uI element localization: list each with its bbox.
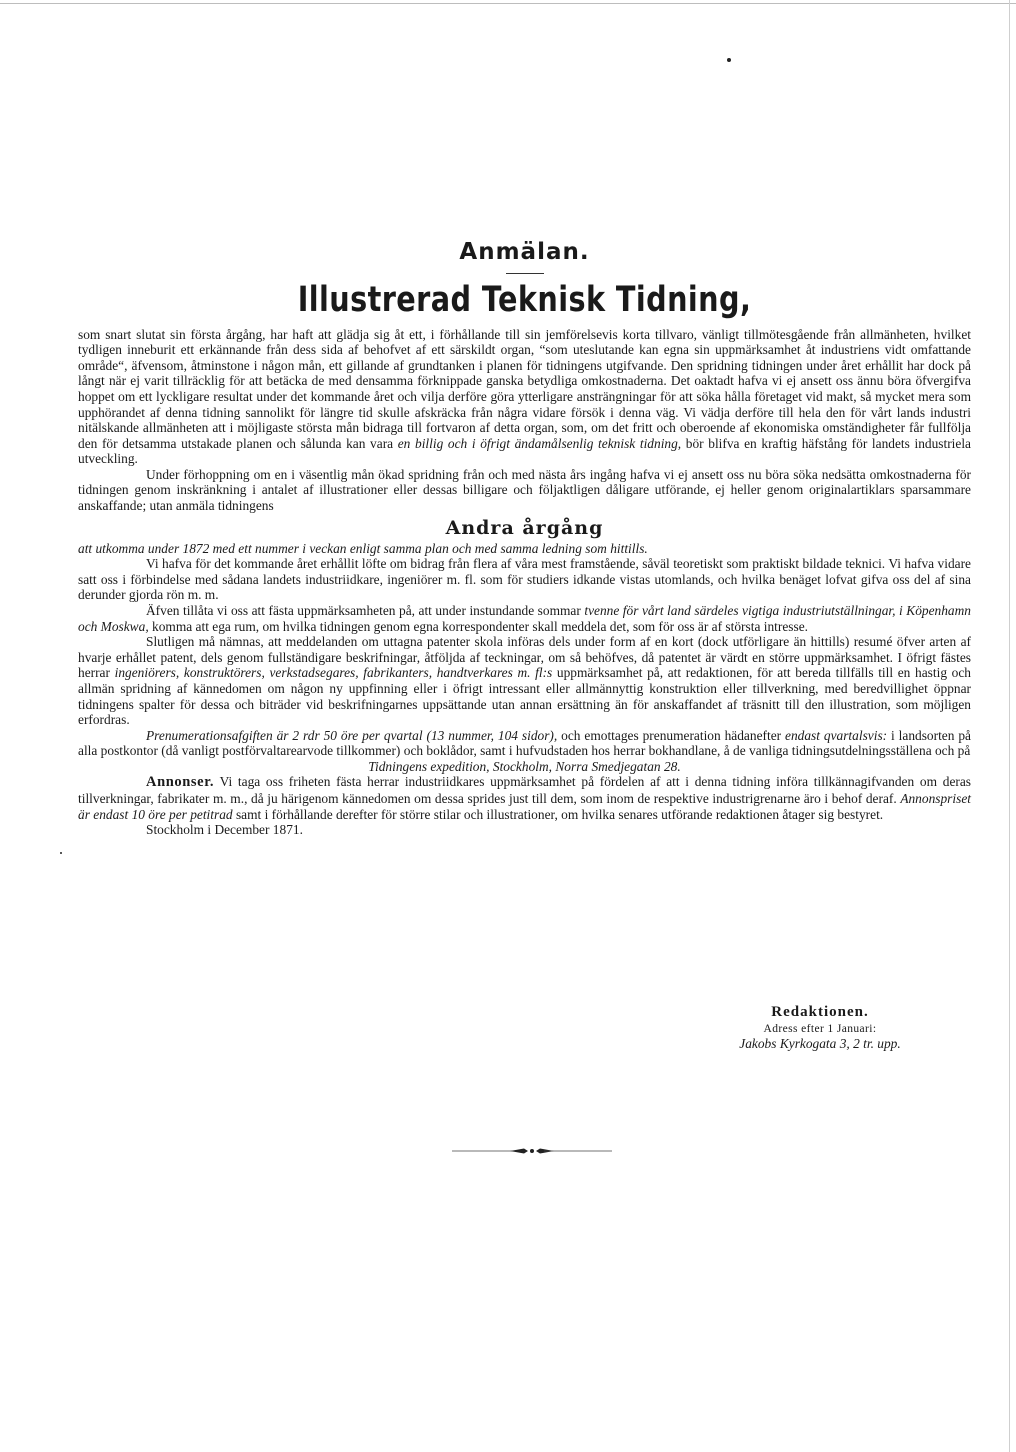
page-right-border <box>1009 0 1010 1452</box>
intro-text: som snart slutat sin första årgång, har haft att glädja sig åt ett, i förhållande till sin jemförelsevis korta tillvaro, vänligt tillmötesgående från allmänheten, hvilket tydligen inneburit ett erkännande från dess sida af behofvet af ett särskildt organ, “som uteslutande kan egna sin uppmärksamhet åt industriens vidt omfattande område“, äfvensom, åtminstone i någon mån, ett gillande af grundtanken i planen för tidningens utgifvande. Den spridning tidningen under året erhållit har dock på långt när ej varit tillräcklig för att betäcka de med densamma förknippade ganska betydliga omkostnaderna. Det oaktadt hafva vi ej ansett oss ännu böra öfvergifva hoppet om ett lyckligare resultat under det kommande året och vilja derföre göra ytterligare ansträngningar för att söka hålla företaget vid makt, så mycket mera som upphörandet af denna tidning sannolikt för längre tid skulle afskräcka från några vidare försök i denna väg. Vi vädja derföre till hela den för vårt lands industri nitälskande allmänheten att i möjligaste största mån bidraga till fortvaron af detta organ, som, om det fritt och oberoende af ekonomiska omständigheter får fullfölja den för detsamma utstakade planen och sålunda kan vara <box>78 326 971 451</box>
section-subtitle <box>78 541 971 557</box>
announcement-heading: Anmälan. <box>459 239 590 265</box>
advertising-price: Annonspriset är endast 10 öre per petitrad <box>78 791 971 822</box>
subscription-quarterly: endast qvartalsvis: <box>785 727 888 743</box>
contributors-paragraph: Vi hafva för det kommande året erhållit löfte om bidrag från flera af våra mest framstående, såväl teoretiskt som praktiskt bildade teknici. Vi hafva vidare satt oss i förbindelse med sådana landets industriidkare, ingeniörer m. fl. som för studiers idkande vistas utomlands, och hvilka benäget lofvat gifva oss del af sina derunder gjorda rön m. m. <box>78 556 971 603</box>
heading-divider <box>506 273 544 274</box>
intro-text-tail: bör blifva en kraftig häfstång för landets industriela utveckling. <box>78 435 971 467</box>
subscription-text-tail: i landsorten på alla postkontor (då vanligt postförvaltarearvode tillkommer) och boklådor, samt i hufvudstaden hos herrar bokhandlane, å de vanliga tidningsutdelningsställena och på <box>78 727 971 759</box>
expedition-address: Tidningens expedition, Stockholm, Norra Smedjegatan 28. <box>368 758 681 774</box>
advertising-paragraph <box>78 774 971 822</box>
advertising-text-tail: samt i förhållande derefter för större stilar och illustrationer, om hvilka senares utförande redaktionen åtager sig bestyret. <box>232 806 884 822</box>
patents-text: Slutligen må nämnas, att meddelanden om uttagna patenter skola införas dels under form af en kort (dock utförligare än hittills) resumé öfver arten af hvarje erhållet patent, dels genom fullständigare beskrifningar, åtföljda af teckningar, om så behöfves, då patentet är värdt en större uppmärksamhet. I öfrigt fästes herrar <box>78 634 971 681</box>
advertising-text: Vi taga oss friheten fästa herrar industriidkares uppmärksamhet på fördelen af att i denna tidning införa tillkännagifvanden om deras tillverkningar, fabrikater m. m., då ju härigenom kännedomen om dessa sprides just till dem, som inom de respektive industrigrenarne äro i behof deraf. <box>78 774 971 807</box>
exhibitions-paragraph <box>78 603 971 634</box>
dateline: Stockholm i December 1871. <box>146 822 303 838</box>
second-paragraph: Under förhoppning om en i väsentlig mån ökad spridning från och med nästa års ingång hafva vi ej ansett oss nu böra söka nedsätta omkostnaderna för tidningen genom inskränkning i antalet af illustrationer eller dessas billigare och följaktligen dåligare utförande, ej heller genom originalartiklars sparsammare anskaffande; utan anmäla tidningens <box>78 466 971 514</box>
section-subtitle-text: att utkomma under 1872 med ett nummer i veckan enligt samma plan och med samma ledning som hittills. <box>78 540 648 556</box>
section-title: Andra årgång <box>445 516 604 539</box>
advertising-label: Annonser. <box>146 774 215 791</box>
patents-paragraph <box>78 634 971 728</box>
signature-address-label: Adress efter 1 Januari: <box>763 1023 877 1035</box>
ink-speck <box>60 852 62 854</box>
divider-ornament-icon <box>452 1146 612 1156</box>
intro-italic: en billig och i öfrigt ändamålsenlig teknisk tidning, <box>397 435 682 451</box>
page-top-border <box>0 3 1016 4</box>
exhibitions-italic: tvenne för vårt land särdeles vigtiga industriutställningar, i Köpenhamn och Moskwa, <box>78 602 971 634</box>
subscription-price: Prenumerationsafgiften är 2 rdr 50 öre per qvartal (13 nummer, 104 sidor), <box>146 727 558 743</box>
patents-italic: ingeniörers, konstruktörers, verkstadsegares, fabrikanters, handtverkares m. fl:s <box>114 665 553 681</box>
signature-address: Jakobs Kyrkogata 3, 2 tr. upp. <box>739 1036 901 1051</box>
announcement-page <box>78 240 971 838</box>
exhibitions-text: Äfven tillåta vi oss att fästa uppmärksamheten på, att under instundande sommar <box>146 602 585 618</box>
signature-name: Redaktionen. <box>771 1004 869 1020</box>
subscription-paragraph <box>78 728 971 759</box>
patents-text-tail: uppmärksamhet på, att redaktionen, för att bereda tillfälls till en hastig och allmän spridning af kännedomen om någon ny uppfinning eller i öfrigt intressant eller allmännyttig konstruktion eller tillverkning, med beredvillighet öppnar tidningens spalter för dessa och biträder vid beskrifningarnes uppsättande utan annan ersättning än för anskaffandet af träsnitt till den illustration, som möjligen erfordras. <box>78 665 971 728</box>
subscription-text: och emottages prenumeration hädanefter <box>557 727 786 743</box>
newspaper-title: Illustrerad Teknisk Tidning, <box>297 280 752 321</box>
intro-paragraph <box>78 327 971 467</box>
exhibitions-text-tail: komma att ega rum, om hvilka tidningen genom egna korrespondenter skall meddela det, som för oss är af största intresse. <box>148 618 808 634</box>
ink-speck <box>727 58 731 62</box>
signature-block <box>680 1003 960 1052</box>
